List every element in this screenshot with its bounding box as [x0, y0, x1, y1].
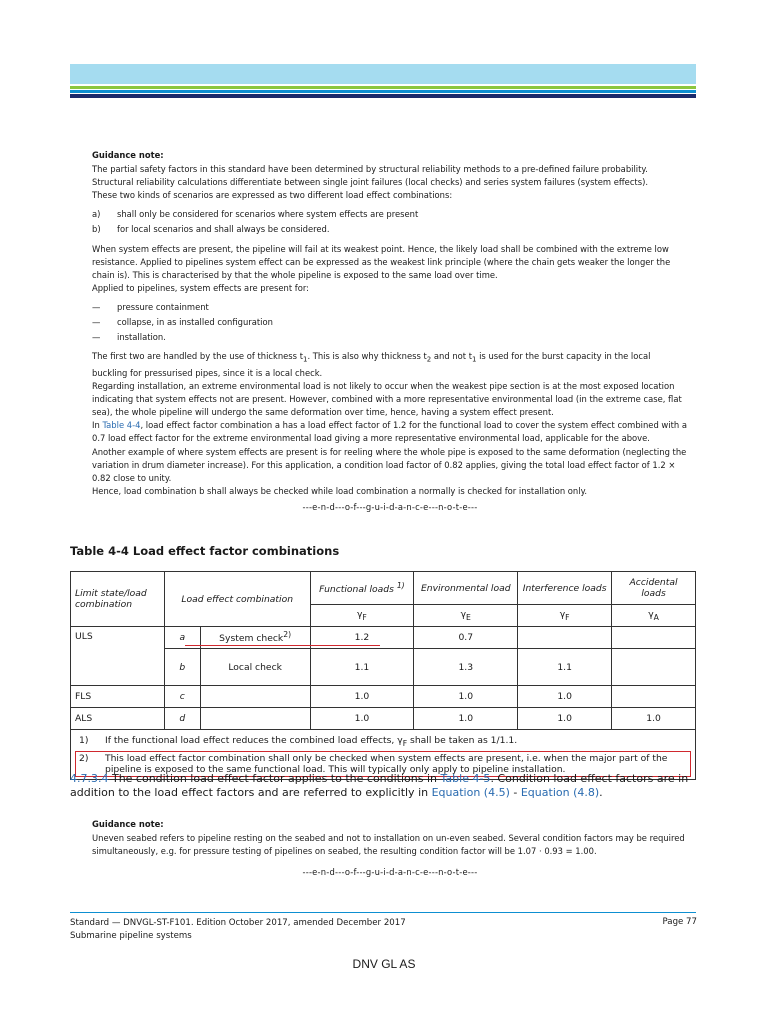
table-row	[71, 708, 696, 730]
header-limit-state: Limit state/load combination	[71, 572, 165, 627]
combination-letter: d	[164, 708, 200, 730]
combination-letter: a	[164, 627, 200, 649]
highlight-underline	[185, 645, 380, 646]
page-number: Page 77	[662, 917, 697, 927]
guidance-paragraph: The first two are handled by the use of thickness $t_1$. This is also why thickness $t_2$ and not $t_1$ is used for the burst capacity in the local buckling for pressurised pipes, since it is a local check.	[92, 351, 651, 378]
interference-cell: 1.1	[518, 649, 612, 686]
symbol-gamma-f: $\gamma_F$	[518, 605, 612, 627]
guidance-paragraph: Regarding installation, an extreme environmental load is not likely to occur when the weakest pipe section is at the most exposed location indicating that system effects not are present. However, combined with a more representative environmental load (in the extreme case, flat sea), the whole pipeline will undergo the same deformation over time, hence, having a system effect present.	[92, 381, 682, 418]
table-4-4-link[interactable]: Table 4-4	[102, 420, 141, 431]
header-stripe-blue	[70, 90, 696, 93]
functional-cell: 1.0	[310, 708, 414, 730]
functional-cell: 1.2	[310, 627, 414, 649]
header-interference: Interference loads	[518, 572, 612, 605]
functional-cell: 1.0	[310, 686, 414, 708]
header-stripe-green	[70, 86, 696, 89]
table-footnote-highlighted: 2) This load effect factor combination shall only be checked when system effects are present, i.e. when the major part of the pipeline is exposed to the same functional load. This will typically only apply to pipeline installation.	[75, 751, 691, 777]
guidance-title: Guidance note:	[92, 150, 164, 160]
guidance-paragraph: Another example of where system effects are present is for reeling where the whole pipe is exposed to the same deformation (neglecting the variation in drum diameter increase). For this application, a condition load factor of 0.82 applies, giving the total load effect factor of 1.2 × 0.82 close to unity.	[92, 446, 687, 483]
list-item: b) for local scenarios and shall always be considered.	[92, 224, 330, 235]
list-item: — pressure containment	[92, 301, 209, 312]
header-combination: Load effect combination	[164, 572, 310, 627]
functional-cell: 1.1	[310, 649, 414, 686]
footer-document-info	[70, 917, 406, 942]
header-environmental: Environmental load	[414, 572, 518, 605]
footer-subtitle: Submarine pipeline systems	[70, 930, 192, 941]
equation-4-5-link[interactable]: Equation (4.5)	[431, 786, 510, 800]
guidance-paragraph: Hence, load combination b shall always be checked while load combination a normally is checked for installation only.	[92, 485, 587, 496]
accidental-cell: 1.0	[612, 708, 696, 730]
header-band	[70, 64, 696, 84]
table-row	[71, 649, 696, 686]
combination-name: Local check	[200, 649, 310, 686]
limit-state-cell: ULS	[71, 627, 165, 686]
guidance-title: Guidance note:	[92, 819, 164, 829]
section-number: 4.7.3.4	[70, 772, 109, 785]
guidance-paragraph: Applied to pipelines, system effects are present for:	[92, 282, 309, 293]
load-effect-factor-table	[70, 571, 696, 780]
guidance-end-marker: ---e-n-d---o-f---g-u-i-d-a-n-c-e---n-o-t-e---	[302, 867, 478, 878]
interference-cell: 1.0	[518, 708, 612, 730]
table-row	[71, 686, 696, 708]
list-item: a) shall only be considered for scenarios where system effects are present	[92, 209, 419, 220]
interference-cell	[518, 627, 612, 649]
publisher: DNV GL AS	[352, 957, 416, 971]
equation-4-8-link[interactable]: Equation (4.8)	[520, 786, 600, 800]
header-stripe-navy	[70, 94, 696, 98]
limit-state-cell: ALS	[71, 708, 165, 730]
table-4-5-link[interactable]: Table 4-5	[440, 772, 491, 785]
combination-letter: b	[164, 649, 200, 686]
combination-name	[200, 686, 310, 708]
guidance-paragraph: These two kinds of scenarios are expressed as two different load effect combinations:	[92, 190, 453, 201]
guidance-note-1	[92, 149, 688, 514]
accidental-cell	[612, 649, 696, 686]
header-accidental: Accidental loads	[612, 572, 696, 605]
environmental-cell: 1.0	[414, 708, 518, 730]
footer-standard: Standard — DNVGL-ST-F101. Edition October 2017, amended December 2017	[70, 918, 406, 928]
guidance-paragraph: Uneven seabed refers to pipeline resting on the seabed and not to installation on un-even seabed. Several condition factors may be required simultaneously, e.g. for pressure testing of pipelines on seabed, the resulting condition factor will be 1.07 · 0.93 = 1.00.	[92, 833, 685, 857]
table-footnote: 1) If the functional load effect reduces the combined load effects, $\gamma_F$ shall be taken as 1/1.1.	[79, 735, 518, 748]
table-title: Table 4-4 Load effect factor combinations	[70, 544, 340, 558]
environmental-cell: 1.0	[414, 686, 518, 708]
list-item: — collapse, in as installed configuration	[92, 317, 273, 328]
guidance-paragraph: When system effects are present, the pipeline will fail at its weakest point. Hence, the likely load shall be combined with the extreme low resistance. Applied to pipelines system effect can be expressed as the weakest link principle (where the chain gets weaker the longer the chain is). This is characterised by that the whole pipeline is exposed to the same load over time.	[92, 243, 671, 280]
combination-name: System check$^{2)}$	[200, 627, 310, 649]
guidance-paragraph: In Table 4-4, load effect factor combination a has a load effect factor of 1.2 for the functional load to cover the system effect combined with a 0.7 load effect factor for the extreme environmental load giving a more representative environmental load, applicable for the above.	[92, 420, 687, 444]
guidance-end-marker: ---e-n-d---o-f---g-u-i-d-a-n-c-e---n-o-t-e---	[302, 501, 478, 512]
limit-state-cell: FLS	[71, 686, 165, 708]
combination-name	[200, 708, 310, 730]
accidental-cell	[612, 686, 696, 708]
table-row	[71, 627, 696, 649]
section-4-7-3-4: 4.7.3.4 The condition load effect factor applies to the conditions in Table 4-5. Condition load effect factors are in addition to the load effect factors and are referred to explicitly in Equation (4.5) - Equation (4.8).	[70, 772, 689, 800]
table-header-row	[71, 572, 696, 605]
accidental-cell	[612, 627, 696, 649]
interference-cell: 1.0	[518, 686, 612, 708]
guidance-note-2	[92, 818, 688, 879]
guidance-paragraph: The partial safety factors in this standard have been determined by structural reliability methods to a pre-defined failure probability. Structural reliability calculations differentiate between single joint failures (local checks) and series system failures (system effects).	[92, 164, 649, 188]
symbol-gamma-f: $\gamma_F$	[310, 605, 414, 627]
symbol-gamma-a: $\gamma_A$	[612, 605, 696, 627]
footer-divider	[70, 912, 696, 913]
environmental-cell: 0.7	[414, 627, 518, 649]
header-functional: Functional loads $^{1)}$	[310, 572, 414, 605]
symbol-gamma-e: $\gamma_E$	[414, 605, 518, 627]
combination-letter: c	[164, 686, 200, 708]
list-item: — installation.	[92, 332, 166, 343]
environmental-cell: 1.3	[414, 649, 518, 686]
